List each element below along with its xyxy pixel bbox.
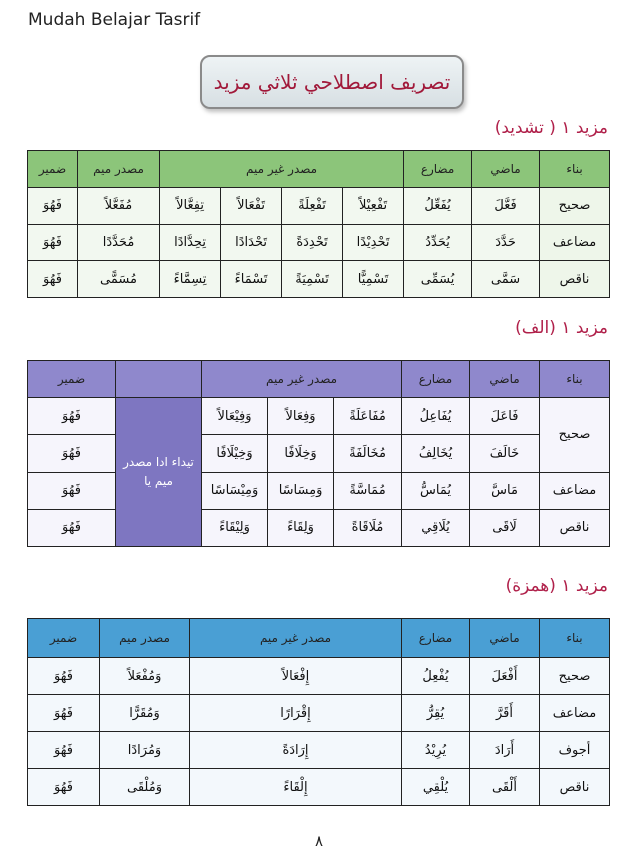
cell-masdar-3: تَفْعَالاً xyxy=(221,188,282,225)
cell-bina: ناقص xyxy=(540,769,610,806)
cell-bina: مضاعف xyxy=(540,224,610,261)
cell-mudhari: يُفَعِّلُ xyxy=(404,188,472,225)
table-row xyxy=(28,472,610,509)
table-row xyxy=(28,261,610,298)
header-madhi: ماضي xyxy=(472,151,540,188)
cell-mudhari: يُقِرُّ xyxy=(402,695,470,732)
cell-masdar-1: مُفَاعَلَةً xyxy=(334,398,402,435)
cell-madhi: أَقَرَّ xyxy=(470,695,540,732)
header-mudhari: مضارع xyxy=(404,151,472,188)
header-empty xyxy=(116,361,202,398)
table-tashdid xyxy=(27,150,610,298)
cell-dhamir: فَهُوَ xyxy=(28,769,100,806)
book-title: Mudah Belajar Tasrif xyxy=(28,10,201,30)
cell-masdar-mim: مُحَدَّدًا xyxy=(78,224,160,261)
table-hamzah xyxy=(27,618,610,806)
header-masdar-mim: مصدر ميم xyxy=(78,151,160,188)
cell-mudhari: يُلَاقِي xyxy=(402,509,470,546)
section-title-alif: مزيد ١ (الف) xyxy=(515,318,608,338)
cell-bina: صحيح xyxy=(540,398,610,473)
page-title-banner xyxy=(200,55,464,109)
cell-masdar-3: وَمِيْسَاسًا xyxy=(202,472,268,509)
cell-masdar-4: تِسِمَّاءً xyxy=(160,261,221,298)
cell-masdar-3: وَلِيْقَاءً xyxy=(202,509,268,546)
table-row xyxy=(28,509,610,546)
cell-masdar-mim: وَمُقَرًّا xyxy=(100,695,190,732)
cell-bina: مضاعف xyxy=(540,695,610,732)
table-row xyxy=(28,398,610,435)
cell-dhamir: فَهُوَ xyxy=(28,435,116,472)
cell-masdar-mim: مُفَعَّلاً xyxy=(78,188,160,225)
cell-dhamir: فَهُوَ xyxy=(28,261,78,298)
section-title-tashdid: مزيد ١ ( تشديد) xyxy=(494,118,608,138)
table-header-row xyxy=(28,619,610,658)
cell-masdar-1: تَفْعِيْلاً xyxy=(343,188,404,225)
cell-bina: أجوف xyxy=(540,732,610,769)
cell-masdar-2: وَمِسَاسًا xyxy=(268,472,334,509)
cell-mudhari: يُمَاسُّ xyxy=(402,472,470,509)
cell-masdar-2: وَلِقَاءً xyxy=(268,509,334,546)
cell-madhi: أَرَادَ xyxy=(470,732,540,769)
cell-bina: صحيح xyxy=(540,658,610,695)
table-header-row xyxy=(28,361,610,398)
cell-masdar-2: تَحْدِدَةً xyxy=(282,224,343,261)
cell-madhi: حَدَّدَ xyxy=(472,224,540,261)
cell-masdar-ghairu-mim: إِفْعَالاً xyxy=(190,658,402,695)
cell-masdar-4: تِفِعَّالاً xyxy=(160,188,221,225)
header-dhamir: ضمير xyxy=(28,151,78,188)
cell-mudhari: يُلْقِي xyxy=(402,769,470,806)
page-title: تصريف اصطلاحي ثلاثي مزيد xyxy=(213,70,451,94)
cell-dhamir: فَهُوَ xyxy=(28,509,116,546)
cell-mudhari: يُفْعِلُ xyxy=(402,658,470,695)
cell-masdar-1: تَحْدِيْدًا xyxy=(343,224,404,261)
cell-bina: ناقص xyxy=(540,261,610,298)
cell-bina: مضاعف xyxy=(540,472,610,509)
cell-masdar-mim: مُسَمًّى xyxy=(78,261,160,298)
page-number: ٨ xyxy=(314,832,324,850)
cell-masdar-ghairu-mim: إِقْرَارًا xyxy=(190,695,402,732)
table-row xyxy=(28,732,610,769)
cell-masdar-1: مُخَالَفَةً xyxy=(334,435,402,472)
cell-bina: ناقص xyxy=(540,509,610,546)
cell-masdar-1: مُمَاسَّةً xyxy=(334,472,402,509)
cell-masdar-3: تَحْدَادًا xyxy=(221,224,282,261)
cell-dhamir: فَهُوَ xyxy=(28,472,116,509)
cell-dhamir: فَهُوَ xyxy=(28,732,100,769)
header-masdar-mim: مصدر ميم xyxy=(100,619,190,658)
header-bina: بناء xyxy=(540,619,610,658)
cell-masdar-4: تِحِدَّادًا xyxy=(160,224,221,261)
cell-madhi: لَاقَى xyxy=(470,509,540,546)
cell-bina: صحيح xyxy=(540,188,610,225)
header-masdar-ghairu-mim: مصدر غير ميم xyxy=(190,619,402,658)
table-header-row xyxy=(28,151,610,188)
cell-masdar-1: مُلَاقَاةً xyxy=(334,509,402,546)
cell-madhi: فَاعَلَ xyxy=(470,398,540,435)
cell-masdar-3: تَسْمَاءً xyxy=(221,261,282,298)
cell-masdar-ghairu-mim: إِرَادَةً xyxy=(190,732,402,769)
cell-mudhari: يُخَالِفُ xyxy=(402,435,470,472)
cell-masdar-mim: وَمُلْقَى xyxy=(100,769,190,806)
table-row xyxy=(28,695,610,732)
header-masdar-ghairu-mim: مصدر غير ميم xyxy=(202,361,402,398)
cell-dhamir: فَهُوَ xyxy=(28,188,78,225)
table-row xyxy=(28,769,610,806)
header-dhamir: ضمير xyxy=(28,619,100,658)
header-mudhari: مضارع xyxy=(402,361,470,398)
cell-mudhari: يُسَمِّى xyxy=(404,261,472,298)
header-dhamir: ضمير xyxy=(28,361,116,398)
cell-dhamir: فَهُوَ xyxy=(28,658,100,695)
cell-masdar-2: وَخِلَافًا xyxy=(268,435,334,472)
table-row xyxy=(28,658,610,695)
cell-dhamir: فَهُوَ xyxy=(28,224,78,261)
cell-masdar-ghairu-mim: إِلْقَاءً xyxy=(190,769,402,806)
header-mudhari: مضارع xyxy=(402,619,470,658)
table-row xyxy=(28,435,610,472)
cell-masdar-3: وَخِيْلَافًا xyxy=(202,435,268,472)
header-masdar-ghairu-mim: مصدر غير ميم xyxy=(160,151,404,188)
cell-madhi: سَمَّى xyxy=(472,261,540,298)
table-alif xyxy=(27,360,610,547)
cell-dhamir: فَهُوَ xyxy=(28,695,100,732)
header-bina: بناء xyxy=(540,361,610,398)
header-madhi: ماضي xyxy=(470,619,540,658)
cell-masdar-2: تَفْعِلَةً xyxy=(282,188,343,225)
cell-masdar-1: تَسْمِيًّا xyxy=(343,261,404,298)
cell-madhi: خَالَفَ xyxy=(470,435,540,472)
header-bina: بناء xyxy=(540,151,610,188)
cell-masdar-mim: وَمُفْعَلاً xyxy=(100,658,190,695)
cell-mudhari: يُفَاعِلُ xyxy=(402,398,470,435)
cell-masdar-2: تَسْمِيَةً xyxy=(282,261,343,298)
cell-mudhari: يُرِيْدُ xyxy=(402,732,470,769)
cell-masdar-3: وَفِيْعَالاً xyxy=(202,398,268,435)
table-row xyxy=(28,224,610,261)
cell-mudhari: يُحَدِّدُ xyxy=(404,224,472,261)
cell-madhi: أَلْقَى xyxy=(470,769,540,806)
merged-note-cell: تيداء ادا مصدر ميم يا xyxy=(116,398,202,547)
cell-madhi: مَاسَّ xyxy=(470,472,540,509)
cell-masdar-2: وَفِعَالاً xyxy=(268,398,334,435)
cell-masdar-mim: وَمُرَادًا xyxy=(100,732,190,769)
cell-dhamir: فَهُوَ xyxy=(28,398,116,435)
cell-madhi: فَعَّلَ xyxy=(472,188,540,225)
section-title-hamzah: مزيد ١ (همزة) xyxy=(505,576,608,596)
table-row xyxy=(28,188,610,225)
cell-madhi: أَفْعَلَ xyxy=(470,658,540,695)
header-madhi: ماضي xyxy=(470,361,540,398)
